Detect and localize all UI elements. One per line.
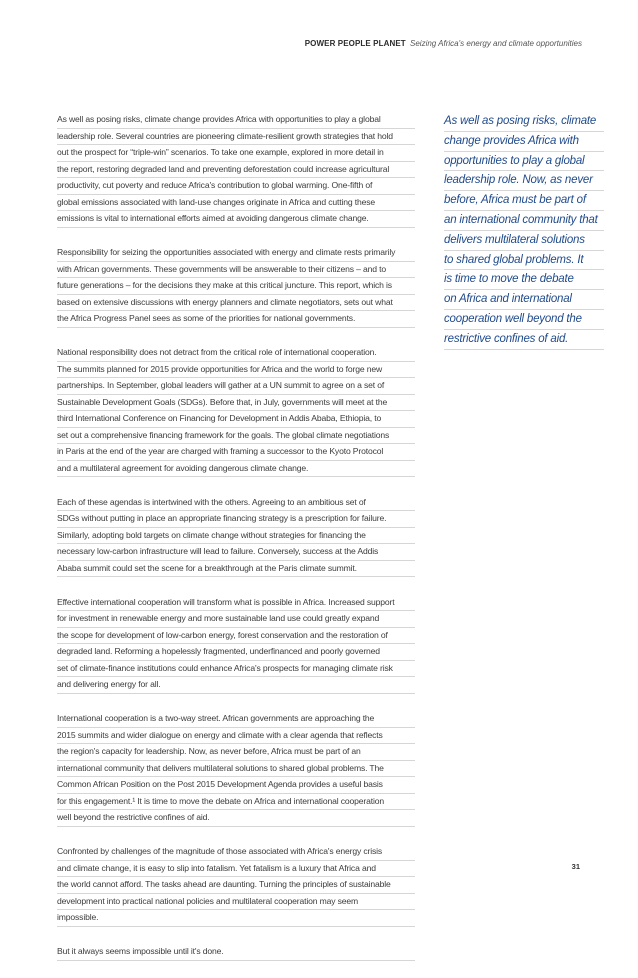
body-paragraph	[57, 711, 415, 827]
text-line: productivity, cut poverty and reduce Africa's contribution to global warming. One-fifth of	[57, 178, 415, 195]
pull-quote-line: an international community that	[444, 211, 604, 231]
text-line: the world cannot afford. The tasks ahead are daunting. Turning the principles of sustainable	[57, 877, 415, 894]
pull-quote-line: to shared global problems. It	[444, 251, 604, 271]
pull-quote-line: opportunities to play a global	[444, 152, 604, 172]
text-line: with African governments. These governments will be answerable to their citizens – and to	[57, 262, 415, 279]
text-line: future generations – for the decisions they make at this critical juncture. This report, which is	[57, 278, 415, 295]
text-line: But it always seems impossible until it's done.	[57, 944, 415, 961]
text-line: third International Conference on Financing for Development in Addis Ababa, Ethiopia, to	[57, 411, 415, 428]
body-paragraph	[57, 595, 415, 694]
text-line: in Paris at the end of the year are charged with framing a successor to the Kyoto Protocol	[57, 444, 415, 461]
body-paragraph	[57, 112, 415, 228]
page-number: 31	[571, 862, 580, 871]
text-line: set of climate-finance institutions could enhance Africa's prospects for managing climate risk	[57, 661, 415, 678]
pull-quote-line: cooperation well beyond the	[444, 310, 604, 330]
running-header	[305, 39, 582, 48]
text-line: and delivering energy for all.	[57, 677, 415, 694]
pull-quote-line: before, Africa must be part of	[444, 191, 604, 211]
pull-quote-line: leadership role. Now, as never	[444, 171, 604, 191]
text-line: Similarly, adopting bold targets on climate change without strategies for financing the	[57, 528, 415, 545]
body-paragraph	[57, 844, 415, 927]
text-line: and a multilateral agreement for avoiding dangerous climate change.	[57, 461, 415, 478]
text-line: degraded land. Reforming a hopelessly fragmented, underfinanced and poorly governed	[57, 644, 415, 661]
body-paragraph	[57, 495, 415, 578]
text-line: necessary low-carbon infrastructure will lead to failure. Conversely, success at the Addis	[57, 544, 415, 561]
body-paragraph	[57, 944, 415, 961]
body-paragraph	[57, 345, 415, 477]
text-line: emissions is vital to international efforts aimed at avoiding dangerous climate change.	[57, 211, 415, 228]
text-line: Effective international cooperation will transform what is possible in Africa. Increased support	[57, 595, 415, 612]
pull-quote-line: delivers multilateral solutions	[444, 231, 604, 251]
text-line: As well as posing risks, climate change provides Africa with opportunities to play a global	[57, 112, 415, 129]
text-line: for investment in renewable energy and more sustainable land use could greatly expand	[57, 611, 415, 628]
text-line: out the prospect for “triple-win” scenarios. To take one example, explored in more detail in	[57, 145, 415, 162]
text-line: development into practical national policies and multilateral cooperation may seem	[57, 894, 415, 911]
text-line: for this engagement.¹ It is time to move the debate on Africa and international cooperation	[57, 794, 415, 811]
text-line: Ababa summit could set the scene for a breakthrough at the Paris climate summit.	[57, 561, 415, 578]
text-line: the report, restoring degraded land and preventing deforestation could increase agricultural	[57, 162, 415, 179]
header-title: POWER PEOPLE PLANET	[304, 39, 406, 48]
text-line: the scope for development of low-carbon energy, forest conservation and the restoration of	[57, 628, 415, 645]
body-paragraph	[57, 245, 415, 328]
pull-quote-line: change provides Africa with	[444, 132, 604, 152]
text-line: Confronted by challenges of the magnitude of those associated with Africa's energy crisis	[57, 844, 415, 861]
pull-quote-line: is time to move the debate	[444, 270, 604, 290]
text-line: the region's capacity for leadership. Now, as never before, Africa must be part of an	[57, 744, 415, 761]
text-line: impossible.	[57, 910, 415, 927]
text-line: leadership role. Several countries are pioneering climate-resilient growth strategies that hold	[57, 129, 415, 146]
pull-quote	[444, 112, 604, 350]
text-line: international community that delivers multilateral solutions to shared global problems. The	[57, 761, 415, 778]
text-line: Common African Position on the Post 2015 Development Agenda provides a useful basis	[57, 777, 415, 794]
text-line: 2015 summits and wider dialogue on energy and climate with a clear agenda that reflects	[57, 728, 415, 745]
text-line: Responsibility for seizing the opportunities associated with energy and climate rests primarily	[57, 245, 415, 262]
text-line: well beyond the restrictive confines of aid.	[57, 810, 415, 827]
header-subtitle: Seizing Africa's energy and climate opportunities	[410, 39, 582, 48]
text-line: set out a comprehensive financing framework for the goals. The global climate negotiations	[57, 428, 415, 445]
text-line: Each of these agendas is intertwined with the others. Agreeing to an ambitious set of	[57, 495, 415, 512]
text-line: and climate change, it is easy to slip into fatalism. Yet fatalism is a luxury that Africa and	[57, 861, 415, 878]
text-line: partnerships. In September, global leaders will gather at a UN summit to agree on a set of	[57, 378, 415, 395]
text-line: Sustainable Development Goals (SDGs). Before that, in July, governments will meet at the	[57, 395, 415, 412]
text-line: based on extensive discussions with energy planners and climate negotiators, sets out what	[57, 295, 415, 312]
pull-quote-line: restrictive confines of aid.	[444, 330, 604, 350]
text-line: International cooperation is a two-way street. African governments are approaching the	[57, 711, 415, 728]
text-line: the Africa Progress Panel sees as some of the priorities for national governments.	[57, 311, 415, 328]
text-line: The summits planned for 2015 provide opportunities for Africa and the world to forge new	[57, 362, 415, 379]
pull-quote-line: As well as posing risks, climate	[444, 112, 604, 132]
text-line: global emissions associated with land-use changes originate in Africa and cutting these	[57, 195, 415, 212]
body-text	[57, 112, 415, 978]
text-line: SDGs without putting in place an appropriate financing strategy is a prescription for failure.	[57, 511, 415, 528]
text-line: National responsibility does not detract from the critical role of international cooperation.	[57, 345, 415, 362]
pull-quote-line: on Africa and international	[444, 290, 604, 310]
